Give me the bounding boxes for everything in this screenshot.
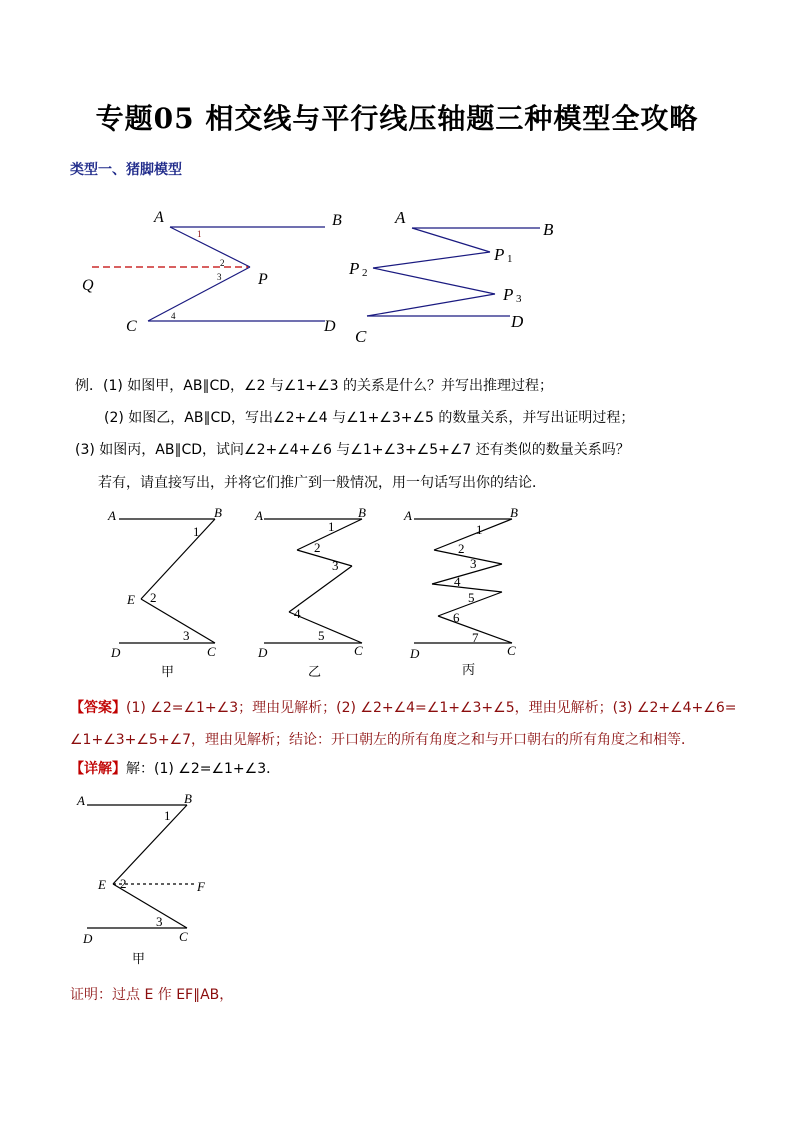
detail-line [70,759,280,779]
label-D: D [410,646,420,661]
label-A: A [77,793,85,808]
label-E: E [127,592,135,607]
label-E: E [98,877,106,892]
num-3: 3 [183,628,190,643]
label-A: A [255,508,263,523]
label-C: C [126,318,137,335]
num-1: 1 [164,808,171,823]
label-B: B [214,505,222,520]
caption-yi: 乙 [308,664,322,679]
num-5: 5 [318,628,325,643]
label-F: F [197,879,205,894]
label-C: C [207,644,216,659]
num-5: 5 [468,590,475,605]
label-P: P [258,271,268,288]
label-C: C [179,929,188,944]
figure-jia [105,500,235,685]
answer-text-1: (1) ∠2=∠1+∠3；理由见解析；(2) ∠2+∠4=∠1+∠3+∠5，理由见解析；(3) ∠2+∠4+∠6= [126,700,737,716]
example-line-4: 若有，请直接写出，并将它们推广到一般情况，用一句话写出你的结论． [98,475,546,491]
angle-1: 1 [197,229,202,239]
label-P3: P [503,285,514,304]
label-D: D [111,645,121,660]
label-A: A [154,209,164,226]
answer-line-1 [70,697,736,717]
example-line-2: (2) 如图乙，AB∥CD，写出∠2+∠4 与∠1+∠3+∠5 的数量关系，并写出证明过程； [104,410,635,426]
num-6: 6 [453,610,460,625]
label-B: B [358,505,366,520]
figure-bing [400,500,530,685]
angle-4: 4 [171,311,176,321]
label-A: A [395,208,406,227]
angle-3: 3 [217,272,222,282]
label-D: D [258,645,268,660]
num-2: 2 [314,540,321,555]
num-1: 1 [328,519,335,534]
label-P1: P [494,245,505,264]
num-2: 2 [120,876,127,891]
figure-top-right [345,200,575,350]
example-line-1: 例．(1) 如图甲，AB∥CD，∠2 与∠1+∠3 的关系是什么？并写出推理过程； [75,378,554,394]
label-B: B [510,505,518,520]
caption-bing: 丙 [462,662,476,677]
num-2: 2 [458,541,465,556]
label-B: B [543,220,554,239]
angle-2: 2 [220,258,225,268]
caption-jia: 甲 [161,664,175,679]
label-C: C [355,327,367,346]
detail-text: 解：(1) ∠2=∠1+∠3． [126,761,281,777]
num-2: 2 [150,590,157,605]
num-3: 3 [332,558,339,573]
label-P3-sub: 3 [516,293,522,305]
num-1: 1 [193,524,200,539]
type-heading: 类型一、猪脚模型 [70,162,182,178]
label-P2-sub: 2 [362,267,368,279]
figure-yi [252,500,382,685]
answer-tag: 【答案】 [70,700,126,716]
figure-proof [72,785,232,970]
num-7: 7 [472,630,479,645]
label-B: B [184,791,192,806]
proof-line: 证明：过点 E 作 EF∥AB， [70,987,234,1003]
page-title: 专题05 相交线与平行线压轴题三种模型全攻略 [95,102,699,135]
num-3: 3 [470,556,477,571]
example-line-3: (3) 如图丙，AB∥CD，试问∠2+∠4+∠6 与∠1+∠3+∠5+∠7 还有类似的数量关系吗？ [75,442,630,458]
label-P2: P [349,259,360,278]
label-A: A [404,508,412,523]
num-4: 4 [454,574,461,589]
detail-tag: 【详解】 [70,761,126,777]
caption-jia: 甲 [132,951,146,966]
label-D: D [324,318,336,335]
num-3: 3 [156,914,163,929]
label-P1-sub: 1 [507,253,513,265]
num-1: 1 [476,522,483,537]
label-C: C [507,643,516,658]
label-C: C [354,643,363,658]
label-D: D [83,931,93,946]
answer-line-2: ∠1+∠3+∠5+∠7，理由见解析；结论：开口朝左的所有角度之和与开口朝右的所有角度之和相等． [70,732,696,748]
label-D: D [511,312,524,331]
label-B: B [332,212,342,229]
num-4: 4 [294,606,301,621]
label-A: A [108,508,116,523]
label-Q: Q [82,277,94,294]
figure-top-left [70,200,370,350]
